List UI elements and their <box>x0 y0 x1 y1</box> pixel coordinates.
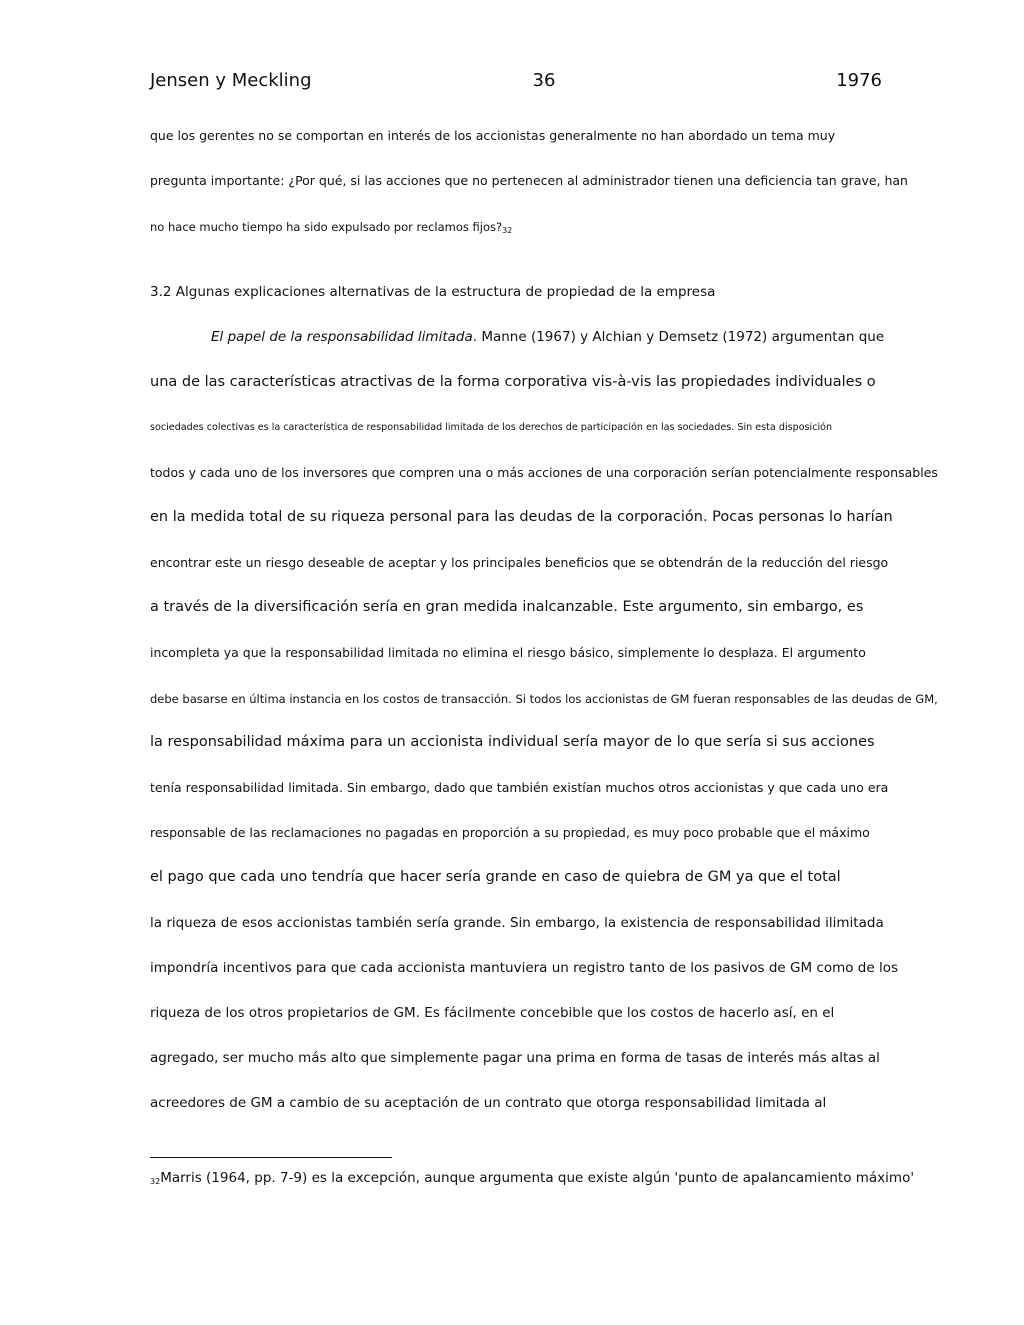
body-line: pregunta importante: ¿Por qué, si las acciones que no pertenecen al administrador tienen una deficiencia tan grave, han <box>150 173 908 188</box>
paragraph-start <box>211 327 884 347</box>
body-line: encontrar este un riesgo deseable de aceptar y los principales beneficios que se obtendrán de la reducción del riesgo <box>150 555 889 570</box>
running-header-year: 1976 <box>836 70 882 91</box>
footnote-ref[interactable]: 32 <box>502 226 513 235</box>
body-line <box>150 217 512 239</box>
body-line: tenía responsabilidad limitada. Sin embargo, dado que también existían muchos otros accionistas y que cada uno era <box>150 780 889 795</box>
body-line: una de las características atractivas de la forma corporativa vis-à-vis las propiedades individuales o <box>150 374 876 390</box>
body-line: la responsabilidad máxima para un accionista individual sería mayor de lo que sería si sus acciones <box>150 734 875 750</box>
paragraph-lead-rest: . Manne (1967) y Alchian y Demsetz (1972) argumentan que <box>472 329 885 345</box>
body-line: debe basarse en última instancia en los costos de transacción. Si todos los accionistas de GM fueran responsables de las deudas de GM, <box>150 692 938 706</box>
body-line: acreedores de GM a cambio de su aceptación de un contrato que otorga responsabilidad limitada al <box>150 1095 827 1111</box>
body-line: riqueza de los otros propietarios de GM. Es fácilmente concebible que los costos de hacerlo así, en el <box>150 1005 835 1021</box>
body-line: que los gerentes no se comportan en interés de los accionistas generalmente no han abordado un tema muy <box>150 128 836 143</box>
body-line: sociedades colectivas es la característica de responsabilidad limitada de los derechos de participación en las sociedades. Sin esta disposición <box>150 422 833 433</box>
footnote-text: Marris (1964, pp. 7-9) es la excepción, aunque argumenta que existe algún 'punto de apalancamiento máximo' <box>160 1170 915 1186</box>
body-line: todos y cada uno de los inversores que compren una o más acciones de una corporación serían potencialmente responsables <box>150 465 938 480</box>
body-line: responsable de las reclamaciones no pagadas en proporción a su propiedad, es muy poco probable que el máximo <box>150 825 870 840</box>
body-line: a través de la diversificación sería en gran medida inalcanzable. Este argumento, sin embargo, es <box>150 599 864 615</box>
running-header-authors: Jensen y Meckling <box>150 70 312 91</box>
body-line-text: no hace mucho tiempo ha sido expulsado por reclamos fijos? <box>150 220 503 234</box>
body-line: en la medida total de su riqueza personal para las deudas de la corporación. Pocas personas lo harían <box>150 509 893 525</box>
body-line: el pago que cada uno tendría que hacer sería grande en caso de quiebra de GM ya que el total <box>150 869 841 885</box>
footnote <box>150 1168 914 1190</box>
body-line: la riqueza de esos accionistas también sería grande. Sin embargo, la existencia de responsabilidad ilimitada <box>150 915 884 931</box>
body-line: agregado, ser mucho más alto que simplemente pagar una prima en forma de tasas de interés más altas al <box>150 1050 880 1066</box>
page-number: 36 <box>532 70 556 91</box>
paragraph-lead-italic: El papel de la responsabilidad limitada <box>211 329 473 345</box>
body-line: impondría incentivos para que cada accionista mantuviera un registro tanto de los pasivos de GM como de los <box>150 960 898 976</box>
footnote-number: 32 <box>150 1177 161 1186</box>
body-line: incompleta ya que la responsabilidad limitada no elimina el riesgo básico, simplemente lo desplaza. El argumento <box>150 645 866 660</box>
footnote-separator <box>150 1157 392 1158</box>
section-heading: 3.2 Algunas explicaciones alternativas de la estructura de propiedad de la empresa <box>150 284 716 300</box>
